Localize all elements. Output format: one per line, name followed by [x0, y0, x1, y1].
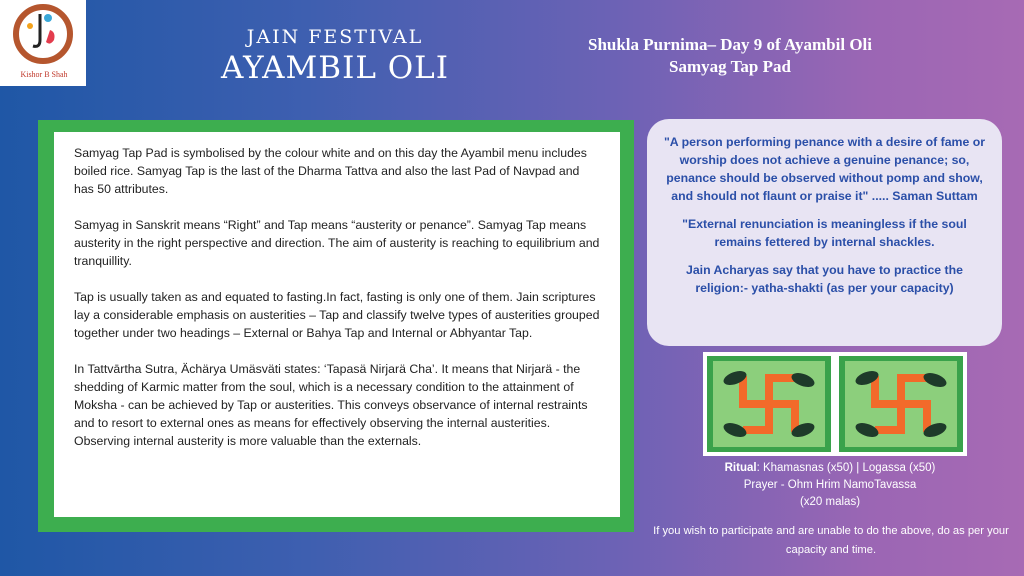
quote-box [647, 119, 1002, 346]
ritual-line-1 [650, 460, 1010, 477]
quote-jain-acharyas: Jain Acharyas say that you have to practice the religion:- yatha-shakti (as per your capacity) [685, 263, 964, 295]
swastik-images [703, 352, 967, 456]
ritual-block [650, 460, 1010, 511]
logo [0, 0, 86, 86]
logo-caption: Kishor B Shah [20, 70, 68, 79]
content-paragraph-1: Samyag Tap Pad is symbolised by the colour white and on this day the Ayambil menu includes boiled rice. Samyag Tap is the last of the Dharma Tattva and also the last Pad of Navpad and has 50 attributes. [74, 146, 587, 196]
content-box [54, 132, 620, 517]
ritual-prayer: Prayer - Ohm Hrim NamoTavassa [743, 479, 917, 491]
content-paragraph-2: Samyag in Sanskrit means “Right” and Tap means “austerity or penance”. Samyag Tap means austerity in the right perspective and direction. The aim of austerity is reaching to equilibrium and tranquillity. [74, 218, 600, 268]
day-heading-line-2: Samyag Tap Pad [669, 57, 791, 76]
participation-note: If you wish to participate and are unable to do the above, do as per your capacity and time. [653, 525, 1009, 556]
quote-external-renunciation: "External renunciation is meaningless if the soul remains fettered by internal shackles. [682, 217, 967, 249]
ritual-malas: (x20 malas) [799, 496, 861, 508]
festival-title: AYAMBIL OLI [220, 50, 450, 86]
day-heading [540, 34, 920, 78]
ritual-label: Ritual [724, 462, 757, 474]
day-heading-line-1: Shukla Purnima– Day 9 of Ayambil Oli [587, 35, 872, 54]
festival-subtitle: JAIN FESTIVAL [246, 26, 424, 48]
ritual-counts: : Khamasnas (x50) | Logassa (x50) [756, 462, 936, 474]
content-paragraph-3: Tap is usually taken as and equated to fasting.In fact, fasting is only one of them. Jain scriptures lay a considerable emphasis on austerities – Tap and classify twelve types of austerities grouped together under two headings – External or Bahya Tap and Internal or Abhyantar Tap. [74, 290, 600, 340]
content-paragraph-4: In Tattvārtha Sutra, Ächärya Umäsväti states: ‘Tapasä Nirjarä Cha’. It means that Nirjarä - the shedding of Karmic matter from the soul, which is a necessary condition to the attainment of Moksha - can be achieved by Tap or austerities. This conveys observance of internal restraints and to resort to external ones as means for effectively observing the internal austerities. Observing internal austerity is more valuable than the externals. [74, 362, 588, 448]
swastik-icon [703, 352, 967, 456]
quote-saman-suttam: "A person performing penance with a desire of fame or worship does not achieve a genuine penance; so, penance should be observed without pomp and show, and should not flaunt or praise it" ..... Saman Suttam [663, 135, 986, 203]
